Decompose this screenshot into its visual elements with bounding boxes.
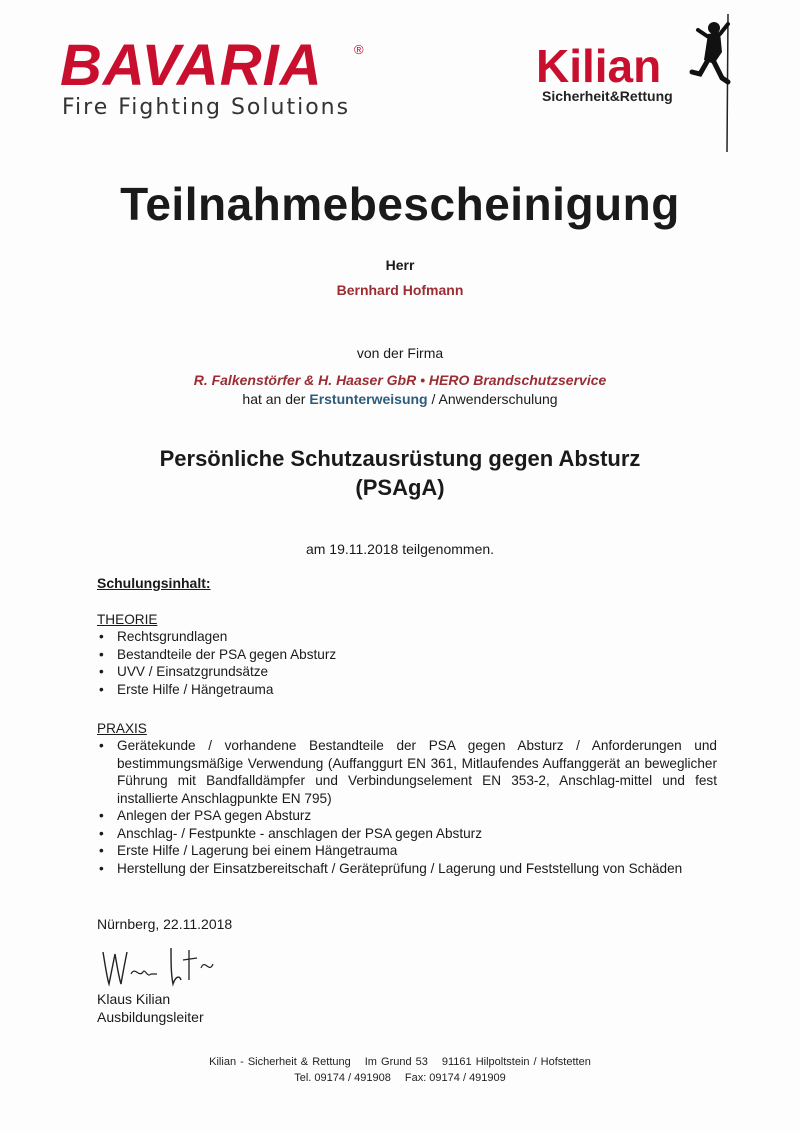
list-item: • Herstellung der Einsatzbereitschaft / Geräteprüfung / Lagerung und Feststellung von Schäden [97,860,717,878]
climber-icon [670,12,740,152]
footer-address [0,1055,800,1070]
bavaria-logo-subtitle: Fire Fighting Solutions [62,95,351,120]
signer-name: Klaus Kilian [97,991,171,1007]
registered-mark: ® [354,42,364,57]
list-item: • Anschlag- / Festpunkte - anschlagen der PSA gegen Absturz [97,825,717,843]
list-item: • Erste Hilfe / Lagerung bei einem Hängetrauma [97,842,717,860]
list-item: • Bestandteile der PSA gegen Absturz [97,646,717,664]
participation-date: am 19.11.2018 teilgenommen. [305,541,495,557]
bavaria-logo-word: BAVARIA [60,33,323,98]
content-heading: Schulungsinhalt: [97,575,211,591]
footer-company: Kilian - Sicherheit & Rettung [209,1056,351,1068]
training-suffix: / Anwenderschulung [431,391,558,407]
bavaria-logo [60,33,370,126]
theory-list [97,628,717,698]
training-prefix: hat an der [242,391,306,407]
list-item: • Rechtsgrundlagen [97,628,717,646]
praxis-heading: PRAXIS [97,721,147,736]
course-title-line1: Persönliche Schutzausrüstung gegen Absturz [159,446,641,471]
course-title-line2: (PSAgA) [355,475,445,500]
firm-name: R. Falkenstörfer & H. Haaser GbR • HERO Brandschutzservice [193,372,607,388]
kilian-logo-word: Kilian [536,40,662,92]
handwritten-signature [97,944,237,990]
course-title [0,444,800,502]
list-item: • UVV / Einsatzgrundsätze [97,663,717,681]
training-highlight: Erstunterweisung [309,391,428,407]
participant-name: Bernhard Hofmann [336,282,464,298]
page-title: Teilnahmebescheinigung [120,178,680,230]
kilian-logo-subtitle: Sicherheit&Rettung [542,88,673,104]
list-item: • Gerätekunde / vorhandene Bestandteile der PSA gegen Absturz / Anforderungen und bestimmungsmäßige Verwendung (Auffanggurt EN 361, Mitlaufendes Auffanggerät an beweglicher Führung mit Bandfalldämpfer und Verbindungselement EN 353-2, Anschlag-mittel und fest installierte Anschlagpunkte EN 795) [97,737,717,807]
praxis-list [97,737,717,877]
firm-label: von der Firma [356,345,444,361]
place-date: Nürnberg, 22.11.2018 [97,916,233,932]
list-item: • Erste Hilfe / Hängetrauma [97,681,717,699]
salutation: Herr [385,257,415,273]
footer-street: Im Grund 53 [364,1056,428,1068]
footer-city: 91161 Hilpoltstein / Hofstetten [441,1056,591,1068]
theory-heading: THEORIE [97,612,158,627]
kilian-logo [530,12,750,152]
training-line [0,390,800,408]
footer-contact [0,1071,800,1086]
footer-phone: Tel. 09174 / 491908 [294,1072,391,1084]
signer-role: Ausbildungsleiter [97,1009,204,1025]
footer-fax: Fax: 09174 / 491909 [404,1072,506,1084]
list-item: • Anlegen der PSA gegen Absturz [97,807,717,825]
